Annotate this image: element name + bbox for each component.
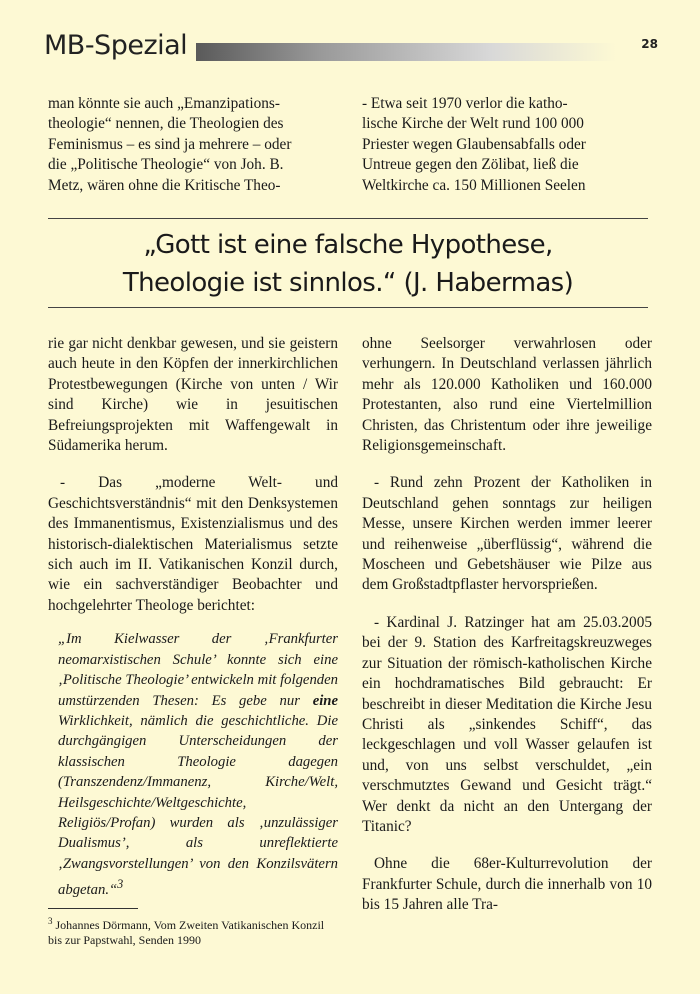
right-paragraph-2: - Rund zehn Prozent der Katholiken in Deutschland gehen sonntags zur heiligen Messe, unsere Kirchen werden immer leerer und reihenweise „überflüssig“, während die Moscheen und Gebetshäuser wie Pilze aus dem Großstadtpflaster hervorsprießen. [362,474,652,594]
text-line: die „Politische Theologie“ von Joh. B. [48,156,284,174]
right-paragraph-1: ohne Seelsorger verwahrlosen oder verhungern. In Deutschland verlassen jährlich mehr als 120.000 Katholiken und 160.000 Protestanten, also rund eine Viertelmillion Christen, das Christentum oder ihre jeweilige Religionsgemeinschaft. [362,335,652,455]
left-column [48,334,338,900]
footnote-text: Johannes Dörmann, Vom Zweiten Vatikanischen Konzil bis zur Papstwahl, Senden 1990 [48,918,325,947]
pull-quote-line: „Gott ist eine falsche Hypothese, [143,230,553,260]
text-line: Untreue gegen den Zölibat, ließ die [362,156,579,174]
block-citation [48,629,338,900]
text-line: man könnte sie auch „Emanzipations- [48,95,280,112]
text-line: lische Kirche der Welt rund 100 000 [362,115,584,133]
top-right-paragraph [362,94,652,196]
text-line: Metz, wären ohne die Kritische Theo- [48,176,281,194]
page-header [44,28,658,64]
citation-text: „Im Kielwasser der ‚Frankfurter neomarxistischen Schule’ konnte sich eine ‚Politische Theologie’ entwickeln mit folgenden umstürzenden Thesen: Es gebe nur eine Wirklichkeit, nämlich die geschichtliche. Die durchgängigen Unterscheidungen der klassischen Theologie dagegen (Transzendenz/Immanenz, Kirche/Welt, Heilsgeschichte/Weltgeschichte, Religiös/Profan) wurden als ‚unzulässiger Dualismus’, als unreflektierte ‚Zwangsvorstellungen’ von den Konzilsvätern abgetan.“$^3$ [58,631,338,899]
footnote [48,914,340,948]
emphasized-word: eine [312,692,338,709]
text-line: Weltkirche ca. 150 Millionen Seelen [362,176,586,194]
footnote-marker: 3 [117,877,124,892]
pull-quote-line: Theologie ist sinnlos.“ (J. Habermas) [122,268,574,298]
footnote-number: 3 [48,916,53,926]
top-left-paragraph [48,94,338,196]
text-line: Priester wegen Glaubensabfalls oder [362,135,586,153]
top-left-column [48,94,338,196]
top-right-column [362,94,652,196]
left-paragraph-1: rie gar nicht denkbar gewesen, und sie geistern auch heute in den Köpfen der innerkirchlichen Protestbewegungen (Kirche von unten / Wir sind Kirche) wie in jesuitischen Befreiungsprojekten mit Waffengewalt in Südamerika herum. [48,335,338,455]
pull-quote [48,218,648,308]
right-column [362,334,652,916]
text-line: - Etwa seit 1970 verlor die katho- [362,95,568,112]
text-line: theologie“ nennen, die Theologien des [48,115,284,133]
right-paragraph-3: - Kardinal J. Ratzinger hat am 25.03.2005 bei der 9. Station des Karfreitagskreuzweges zur Situation der römisch-katholischen Kirche ein hochdramatisches Bild gebraucht: Er beschreibt in dieser Meditation die Kirche Jesu Christi als „sinkendes Schiff“, das leckgeschlagen und voll Wasser gelaufen ist und, von uns selbst verschuldet, „ein verschmutztes Gewand und Gesicht trägt.“ Wer denkt da nicht an den Untergang der Titanic? [362,613,652,835]
header-gradient-bar [196,43,616,61]
magazine-section-title: MB-Spezial [44,30,188,61]
footnote-rule [48,908,138,909]
right-paragraph-4: Ohne die 68er-Kulturrevolution der Frankfurter Schule, durch die innerhalb von 10 bis 15 Jahren alle Tra- [362,855,652,914]
page-number: 28 [641,37,658,51]
left-paragraph-2: - Das „moderne Welt- und Geschichtsverständnis“ mit den Denksystemen des Immanentismus, Existenzialismus und des historisch-dialektischen Materialismus setzte sich auch im II. Vatikanischen Konzil durch, wie ein sachverständiger Beobachter und hochgelehrter Theologe berichtet: [48,474,338,614]
text-line: Feminismus – es sind ja mehrere – oder [48,135,292,153]
